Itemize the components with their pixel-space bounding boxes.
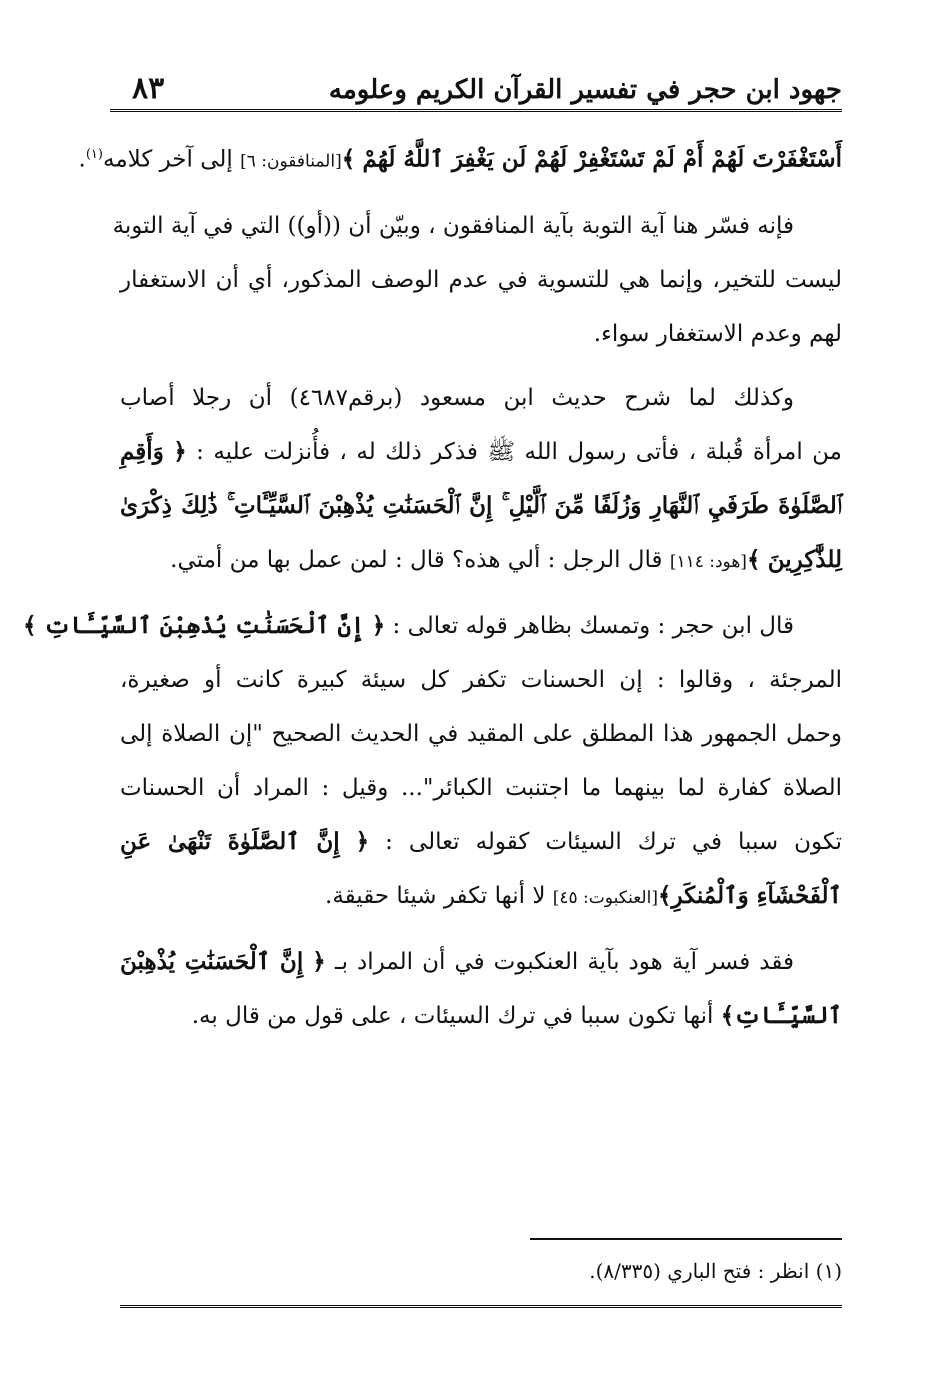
line: ليست للتخير، وإنما هي للتسوية في عدم الوصف المذكور، أي أن الاستغفار xyxy=(120,266,842,293)
page-number: ٨٣ xyxy=(132,71,165,106)
text: قال ابن حجر : وتمسك بظاهر قوله تعالى : xyxy=(392,612,794,639)
verse-citation: [هود: ١١٤] xyxy=(669,551,747,572)
line xyxy=(120,869,842,925)
line xyxy=(78,128,842,189)
opening-bracket: ﴿ xyxy=(355,827,370,855)
punctuation: . xyxy=(78,146,86,173)
quran-verse: ٱلسَّيِّـَٔاتِ xyxy=(734,1001,842,1029)
line xyxy=(120,935,842,989)
line xyxy=(120,815,842,869)
line xyxy=(120,989,842,1043)
text: من امرأة قُبلة ، فأتى رسول الله ﷺ فذكر ذلك له ، فأُنزلت عليه : xyxy=(196,438,843,465)
opening-bracket: ﴿ xyxy=(312,947,326,975)
line xyxy=(120,533,842,589)
verse-citation: [العنكبوت: ٤٥] xyxy=(552,887,658,908)
quran-verse: وَأَقِمِ xyxy=(120,437,164,465)
quran-verse: لِلذَّٰكِرِينَ xyxy=(767,545,842,573)
quran-verse: ٱلْفَحْشَآءِ وَٱلْمُنكَرِ xyxy=(671,881,842,909)
quran-verse: إِنَّ ٱلصَّلَوٰةَ تَنْهَىٰ عَنِ xyxy=(120,827,340,855)
text: إلى آخر كلامه xyxy=(102,146,233,173)
quran-verse: ٱلصَّلَوٰةَ طَرَفَيِ ٱلنَّهَارِ وَزُلَفًا مِّنَ ٱلَّيْلِ ۚ إِنَّ ٱلْحَسَنَٰتِ يُذْهِبْنَ ٱلسَّيِّـَٔاتِ ۚ ذَٰلِكَ ذِكْرَىٰ xyxy=(120,491,842,519)
text: قال الرجل : ألي هذه؟ قال : لمن عمل بها من أمتي. xyxy=(170,546,663,573)
line xyxy=(23,599,842,653)
paragraph-5 xyxy=(120,935,842,1043)
text: أنها تكون سببا في ترك السيئات ، على قول من قال به. xyxy=(191,1002,714,1029)
paragraph-4 xyxy=(23,599,843,925)
line: المرجئة ، وقالوا : إن الحسنات تكفر كل سيئة كبيرة كانت أو صغيرة، xyxy=(120,666,842,693)
footnote-ref[interactable]: (١) xyxy=(85,147,103,162)
closing-bracket: ﴾ xyxy=(720,1001,735,1029)
line xyxy=(120,425,842,479)
opening-bracket: ﴿ xyxy=(173,437,187,465)
closing-bracket: ﴾ xyxy=(341,145,356,173)
line: وحمل الجمهور هذا المطلق على المقيد في الحديث الصحيح "إن الصلاة إلى xyxy=(120,720,842,747)
line: لهم وعدم الاستغفار سواء. xyxy=(593,320,842,347)
line: فإنه فسّر هنا آية التوبة بآية المنافقون ، وبيّن أن ((أو)) التي في آية التوبة xyxy=(112,212,794,239)
body-text xyxy=(23,128,843,1053)
paragraph-1 xyxy=(78,128,842,189)
header-rule xyxy=(110,109,842,112)
page-header xyxy=(110,68,842,112)
closing-bracket: ﴾ xyxy=(657,881,672,909)
quran-verse: أَسْتَغْفَرْتَ لَهُمْ أَمْ لَمْ تَسْتَغْفِرْ لَهُمْ لَن يَغْفِرَ ٱللَّهُ لَهُمْ xyxy=(362,145,842,173)
bottom-rule xyxy=(120,1305,842,1308)
paragraph-2 xyxy=(112,199,842,361)
footnote-rule xyxy=(530,1238,842,1240)
text: فقد فسر آية هود بآية العنكبوت في أن المراد بـ xyxy=(334,948,794,975)
text: تكون سببا في ترك السيئات كقوله تعالى : xyxy=(385,828,843,855)
quran-verse: إِنَّ ٱلْحَسَنَٰتِ يُذْهِبْنَ xyxy=(120,947,304,975)
text: لا أنها تكفر شيئا حقيقة. xyxy=(325,882,546,909)
running-title: جهود ابن حجر في تفسير القرآن الكريم وعلومه xyxy=(328,75,842,105)
closing-bracket: ﴾ xyxy=(23,611,37,639)
line: الصلاة كفارة لما بينهما ما اجتنبت الكبائر"... وقيل : المراد أن الحسنات xyxy=(120,774,842,801)
line: وكذلك لما شرح حديث ابن مسعود (برقم٤٦٨٧) أن رجلا أصاب xyxy=(120,384,794,411)
opening-bracket: ﴿ xyxy=(371,611,386,639)
quran-verse: إِنَّ ٱلْحَسَنَٰتِ يُذْهِبْنَ ٱلسَّيِّـَٔاتِ xyxy=(43,611,365,639)
paragraph-3 xyxy=(120,371,842,589)
footnote: (١) انظر : فتح الباري (٨/٣٣٥). xyxy=(589,1259,842,1283)
verse-citation: [المنافقون: ٦] xyxy=(240,151,342,172)
closing-bracket: ﴾ xyxy=(746,545,761,573)
